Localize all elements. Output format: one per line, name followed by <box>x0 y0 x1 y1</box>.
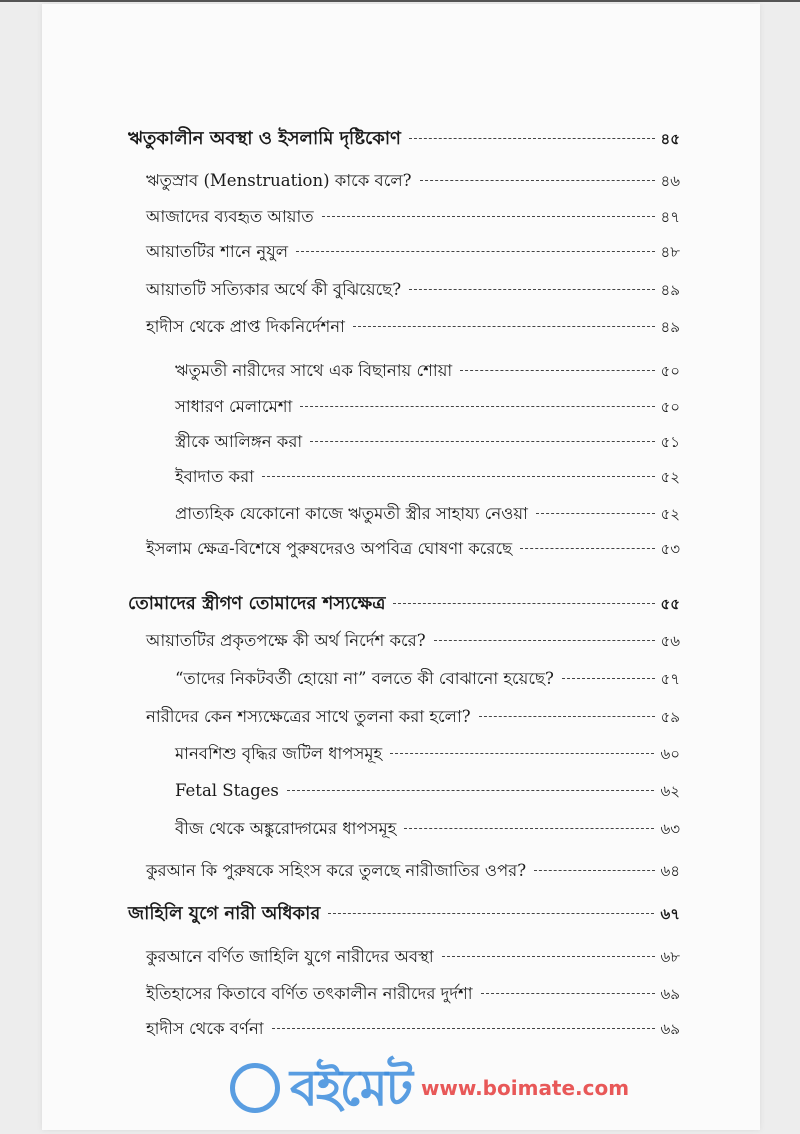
toc-page-number: ৬৯ <box>660 985 680 1003</box>
toc-entry <box>175 503 680 525</box>
toc-page-number: ৬০ <box>660 745 680 763</box>
toc-entry <box>146 1018 680 1040</box>
dotted-leader <box>479 716 655 717</box>
toc-entry <box>146 706 680 728</box>
toc-page-number: ৬৩ <box>660 820 680 838</box>
toc-entry <box>175 431 680 453</box>
dotted-leader <box>393 603 654 604</box>
dotted-leader <box>272 1028 655 1029</box>
toc-entry <box>175 743 680 765</box>
toc-entry <box>175 668 680 690</box>
toc-entry <box>146 630 680 652</box>
toc-page-number: ৪৯ <box>660 281 680 299</box>
dotted-leader <box>296 251 654 252</box>
toc-entry <box>146 983 680 1005</box>
toc-entry <box>175 360 680 382</box>
toc-title: তোমাদের স্ত্রীগণ তোমাদের শস্যক্ষেত্র <box>128 593 386 614</box>
toc-title: মানবশিশু বৃদ্ধির জটিল ধাপসমূহ <box>175 744 383 763</box>
toc-chapter <box>128 593 680 615</box>
dotted-leader <box>300 406 654 407</box>
toc-page-number: ৫৭ <box>660 670 680 688</box>
toc-title: আজাদের ব্যবহৃত আয়াত <box>146 207 314 226</box>
dotted-leader <box>442 956 655 957</box>
toc-page-number: ৪৭ <box>660 208 680 226</box>
dotted-leader <box>390 753 654 754</box>
toc-page-number: ৫৫ <box>660 595 680 613</box>
toc-page-number: ৬২ <box>660 782 680 800</box>
dotted-leader <box>287 790 655 791</box>
toc-entry <box>146 946 680 968</box>
toc-chapter <box>128 128 680 150</box>
toc-entry <box>175 396 680 418</box>
toc-title: জাহিলি যুগে নারী অধিকার <box>128 903 321 924</box>
toc-entry <box>146 170 680 192</box>
toc-title: ঋতুস্রাব (Menstruation) কাকে বলে? <box>146 171 412 190</box>
toc-entry <box>146 860 680 882</box>
dotted-leader <box>460 370 654 371</box>
toc-entry <box>146 279 680 301</box>
dotted-leader <box>409 138 655 139</box>
toc-page-number: ৪৬ <box>660 172 680 190</box>
toc-title: ঋতুমতী নারীদের সাথে এক বিছানায় শোয়া <box>175 361 453 380</box>
toc-title: আয়াতটির প্রকৃতপক্ষে কী অর্থ নির্দেশ করে? <box>146 631 426 650</box>
dotted-leader <box>481 993 655 994</box>
toc-entry <box>146 241 680 263</box>
toc-page-number: ৫২ <box>660 505 680 523</box>
toc-title: ঋতুকালীন অবস্থা ও ইসলামি দৃষ্টিকোণ <box>128 128 401 149</box>
toc-page-number: ৪৮ <box>660 243 680 261</box>
toc-entry <box>146 316 680 338</box>
dotted-leader <box>353 326 655 327</box>
toc-page-number: ৫৯ <box>660 708 680 726</box>
dotted-leader <box>562 678 655 679</box>
toc-page-number: ৬৭ <box>660 905 680 923</box>
toc-page-number: ৬৪ <box>660 862 680 880</box>
toc-title: হাদীস থেকে বর্ণনা <box>146 1019 264 1038</box>
toc-title: কুরআন কি পুরুষকে সহিংস করে তুলছে নারীজাতির ওপর? <box>146 861 527 880</box>
dotted-leader <box>404 828 654 829</box>
toc-entry <box>175 466 680 488</box>
toc-title: সাধারণ মেলামেশা <box>175 397 293 416</box>
toc-page-number: ৪৫ <box>660 130 680 148</box>
toc-page-number: ৬৯ <box>660 1020 680 1038</box>
dotted-leader <box>322 216 655 217</box>
toc-entry <box>146 538 680 560</box>
toc-entry <box>175 780 680 802</box>
toc-title: Fetal Stages <box>175 781 279 800</box>
toc-page-number: ৫৬ <box>660 632 680 650</box>
toc-page-number: ৪৯ <box>660 318 680 336</box>
dotted-leader <box>520 548 654 549</box>
toc-title: হাদীস থেকে প্রাপ্ত দিকনির্দেশনা <box>146 317 345 336</box>
toc-title: ইবাদাত করা <box>175 467 255 486</box>
toc-page-number: ৫১ <box>660 433 680 451</box>
toc-title: ইতিহাসের কিতাবে বর্ণিত তৎকালীন নারীদের দুর্দশা <box>146 984 473 1003</box>
watermark-url: www.boimate.com <box>420 1076 630 1100</box>
toc-chapter <box>128 903 680 925</box>
dotted-leader <box>328 913 654 914</box>
dotted-leader <box>534 870 654 871</box>
toc-title: কুরআনে বর্ণিত জাহিলি যুগে নারীদের অবস্থা <box>146 947 434 966</box>
toc-page-number: ৫২ <box>660 468 680 486</box>
toc-title: “তাদের নিকটবর্তী হোয়ো না” বলতে কী বোঝানো হয়েছে? <box>175 669 554 688</box>
toc-title: প্রাত্যহিক যেকোনো কাজে ঋতুমতী স্ত্রীর সাহায্য নেওয়া <box>175 504 528 523</box>
dotted-leader <box>409 289 654 290</box>
watermark-logo: বইমেট <box>290 1059 411 1117</box>
toc-title: স্ত্রীকে আলিঙ্গন করা <box>175 432 303 451</box>
toc-page-number: ৫০ <box>660 398 680 416</box>
toc-page-number: ৫৩ <box>660 540 680 558</box>
dotted-leader <box>262 476 654 477</box>
toc-entry <box>175 818 680 840</box>
page-top-edge <box>0 0 800 2</box>
dotted-leader <box>434 640 655 641</box>
dotted-leader <box>420 180 655 181</box>
toc-title: ইসলাম ক্ষেত্র-বিশেষে পুরুষদেরও অপবিত্র ঘোষণা করেছে <box>146 539 513 558</box>
dotted-leader <box>310 441 654 442</box>
toc-title: নারীদের কেন শস্যক্ষেত্রের সাথে তুলনা করা হলো? <box>146 707 471 726</box>
toc-page-number: ৬৮ <box>660 948 680 966</box>
toc-entry <box>146 206 680 228</box>
dotted-leader <box>536 513 655 514</box>
toc-title: আয়াতটির শানে নুযুল <box>146 242 289 261</box>
toc-title: আয়াতটি সত্যিকার অর্থে কী বুঝিয়েছে? <box>146 280 402 299</box>
toc-page-number: ৫০ <box>660 362 680 380</box>
toc-title: বীজ থেকে অঙ্কুরোদ্গমের ধাপসমূহ <box>175 819 397 838</box>
